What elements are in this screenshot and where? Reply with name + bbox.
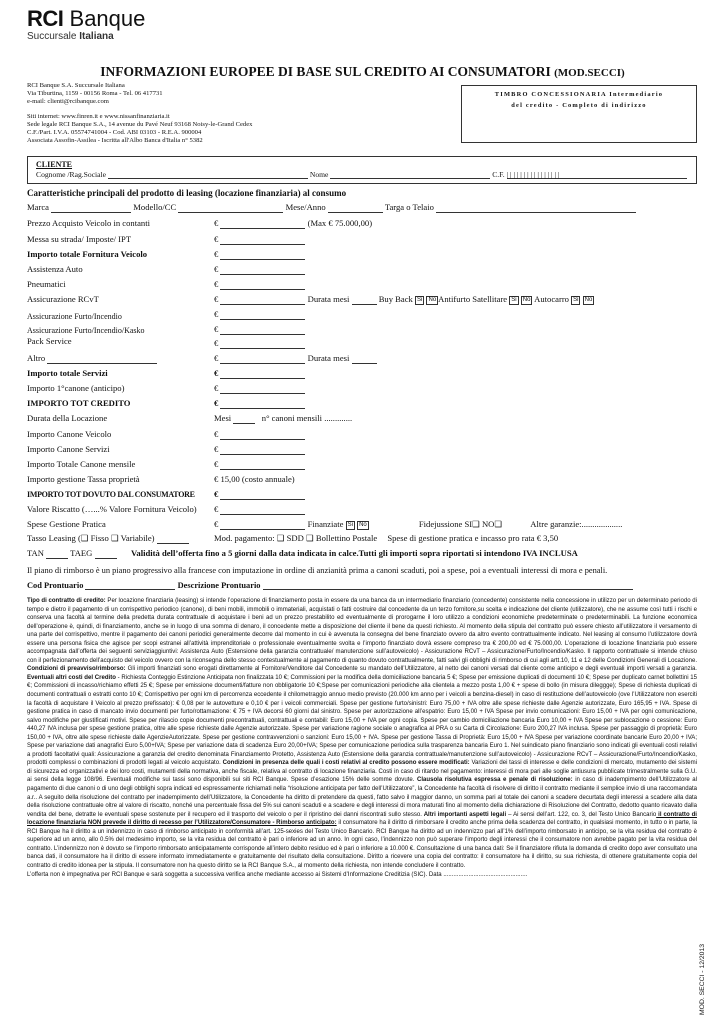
taeg-field[interactable] [95,550,117,559]
row-importo-credito: IMPORTO TOT CREDITO [27,398,131,408]
row-tasso [27,533,189,544]
pneumatici-field[interactable]: € [214,279,305,290]
gestione-tassa-value: € 15,00 (costo annuale) [214,474,295,484]
importo-servizi-field[interactable]: € [214,368,305,379]
row-altro: Altro [27,353,157,364]
durata-field: Mesi n° canoni mensili ............. [214,413,353,423]
altre-garanzie-field[interactable]: Altre garanzie:................... [530,519,623,529]
modello-field[interactable] [178,204,283,213]
row-totale-dovuto: IMPORTO TOT DOVUTO DAL CONSUMATORE [27,490,195,499]
row-importo-servizi: Importo totale Servizi [27,368,108,378]
finanziate-no-checkbox[interactable]: No [359,521,367,528]
antifurto-no-checkbox[interactable]: No [522,296,531,303]
row-furto: Assicurazione Furto/Incendio [27,312,122,321]
dealer-stamp-box[interactable]: TIMBRO CONCESSIONARIA Intermediario del credito - Completo di indirizzo [461,85,697,143]
piano-rimborso-note: Il piano di rimborso è un piano progressivo alla francese con imputazione in ordine di anzianità prima a canoni scaduti, poi a spese, poi a eventuali interessi di mora e penali. [27,566,608,575]
fidejussione-options[interactable]: Fidejussione SI❑ NO❑ [418,519,503,529]
prontuario-row: Cod Prontuario Descrizione Prontuario [27,581,633,590]
autocarro-no-checkbox[interactable]: No [584,296,593,303]
furto-field[interactable]: € [214,309,305,320]
issuer-websites: Siti internet: www.finren.it e www.nissanfinanziaria.it [27,112,170,120]
assistenza-field[interactable]: € [214,264,305,275]
antifurto-si-checkbox[interactable]: Si [511,296,517,303]
issuer-email: e-mail: clienti@rcibanque.com [27,98,109,106]
riscatto-field[interactable]: € [214,504,305,515]
buyback-no-checkbox[interactable]: No [428,296,437,303]
tasso-options[interactable]: Tasso Leasing (❑ Fisso ❑ Variabile) [27,533,155,543]
marca-field[interactable] [51,204,131,213]
form-code: MOD. SECCI - 12/2013 [699,943,706,1015]
autocarro-si-checkbox[interactable]: Si [573,296,579,303]
section-title: Caratteristiche principali del prodotto di leasing (locazione finanziaria) al consumo [27,188,347,198]
row-canone-anticipo: Importo 1°canone (anticipo) [27,383,125,393]
row-canone-totale: Importo Totale Canone mensile [27,459,136,469]
logo-brand: RCI Banque [27,6,146,31]
issuer-address: Via Tiburtina, 1159 - 00156 Roma - Tel. 06 417731 [27,90,163,98]
canone-veicolo-field[interactable]: € [214,429,305,440]
row-spese-gestione: Spese Gestione Pratica [27,519,106,529]
row-canone-veicolo: Importo Canone Veicolo [27,429,112,439]
targa-field[interactable] [436,204,636,213]
row-pneumatici: Pneumatici [27,279,66,289]
rci-banque-logo [27,8,145,42]
tan-field[interactable] [46,550,68,559]
row-riscatto: Valore Riscatto (…...% Valore Fornitura Veicolo) [27,504,197,514]
buyback-si-checkbox[interactable]: Si [416,296,423,303]
row-prezzo: Prezzo Acquisto Veicolo in contanti [27,218,150,228]
cognome-field[interactable] [108,170,308,179]
cod-prontuario-field[interactable] [85,581,175,590]
row-pack: Pack Service [27,336,72,346]
row-importo-fornitura: Importo totale Fornitura Veicolo [27,249,148,259]
client-title: CLIENTE [36,160,73,169]
canone-totale-field[interactable]: € [214,459,305,470]
issuer-info [27,82,357,145]
offerta-data-line: L’offerta non è impegnativa per RCI Banque e sarà soggetta a successiva verifica anche mediante accesso ai Sistemi d’Informazione Creditizia (SIC). Data .................................................. [27,871,528,878]
row-kasko: Assicurazione Furto/Incendio/Kasko [27,326,145,335]
spese-gestione-field: € Finanziate Si No Fidejussione SI❑ NO❑ Altre garanzie:................... [214,519,623,529]
issuer-name: RCI Banque S.A. Succursale Italiana [27,82,125,89]
altro-field: € Durata mesi [214,353,377,364]
prezzo-field[interactable]: € (Max € 75.000,00) [214,218,373,228]
descrizione-prontuario-field[interactable] [263,581,633,590]
issuer-legal-seat: Sede legale RCI Banque S.A., 14 avenue du Pavé Neuf 93168 Noisy-le-Grand Cedex [27,120,253,128]
nome-field[interactable] [330,170,490,179]
row-messa: Messa su strada/ Imposte/ IPT [27,234,132,244]
validita-note: Validità dell’offerta fino a 5 giorni dalla data indicata in calce.Tutti gli importi sopra riportati si intendono IVA INCLUSA [131,548,578,558]
canone-anticipo-field[interactable]: € [214,383,305,394]
rcvt-field: € Durata mesi Buy Back Si No Antifurto Satellitare Si No Autocarro Si No [214,294,593,304]
finanziate-si-checkbox[interactable]: Si [347,521,353,528]
pack-field[interactable]: € [214,338,305,349]
page-title: INFORMAZIONI EUROPEE DI BASE SUL CREDITO AI CONSUMATORI (MOD.SECCI) [100,64,625,79]
row-rcvt: Assicurazione RCvT [27,294,99,304]
canone-servizi-field[interactable]: € [214,444,305,455]
legal-text: Tipo di contratto di credito: Per locazione finanziaria (leasing) si intende l’operazione di finanziamento posta in essere da una banca da un intermediario finanziario (concedente) consistente nella concessione in utilizzo per un determinato periodo di tempo e dietro il pagamento di un corrispettivo periodico (canone), di beni mobili, immobili o immateriali, acquistati o fatti costruire dal concedente da un terzo fornitore,su scelta e indicazione del cliente (utilizzatore), che ne assume così tutti i rischi e conserva una facoltà al termine della predetta durata contrattuale di acquistare i beni ad un prezzo prestabilito ed eventualmente di prorogarne il loro utilizzo a condizioni economiche predeterminate o predeterminabili. La funzione economica dell’operazione è, quindi, di finanziamento, anche se in luogo di una somma di denaro, il concedente mette a disposizione del cliente il bene da questi richiesto. Al momento della stipula del contratto può essere chiesto all’utilizzatore il versamento di una parte del corrispettivo, mentre il pagamento dei canoni periodici generalmente decorre dal momento in cui è avvenuta la consegna del bene finanziato ovvero da altro evento contrattualmente indicato. Nel leasing al consumo l’utilizzatore dovrà essere una persona fisica che agisce per scopi estranei all’attività imprenditoriale o professionale eventualmente svolta e l’importo finanziato dovrà essere compreso tra € 200,00 ed € 75.000,00. L’operazione di locazione finanziaria può essere accompagnata dall’offerta dei seguenti serviziaggiuntivi: Assistenza Auto (Estensione della garanzia contrattuale/ manutenzione sull’autoveicolo) - Assicurazione RCvT – Assicurazione/Furto/Incendio/Kasko. Il rapporto contrattuale si intende chiuso con il perfezionamento dell’acquisto del veicolo ovvero con la riconsegna dello stesso contestualmente al pagamento di quanto dovuto contrattualmente, fatti salvi gli obblighi di rimborso di cui agli artt.10, 11 e 12 delle Condizioni Generali di Locazione. Condizioni di preavviso/rimborso: Gli importi finanziati sono erogati direttamente al Fornitore/Venditore dal Concedente su mandato dell’Utilizzatore, al netto dei canoni versati dal cliente come anticipo e degli eventuali importi versati a garanzia. Eventuali altri costi del Credito - Richiesta Conteggio Estinzione Anticipata non finalizzata 10 €; Commissioni per la modifica della domiciliazione bancaria 5 €; Spese per emissione duplicati di documenti 10 €; Spese per duplicato carnet bollettini 15 €; Commissioni di incasso/richiamo effetti 25 €; Spese per emissione documenti/fatture non obbligatorie 10 €;Spese per comunicazioni periodiche alla clientela a mezzo posta 1,00 € + spese di bollo (in misura dileggge); Spese di richiesta duplicati di documenti contrattuali o estratti conto 10 €; Corrispettivo per ogni km di percorrenza eccedente il chilometraggio annuo medio previsto (20.000 km anno per i veicoli a benzina-diesel) in caso di restituzione dell’autoveicolo (ove l’Utilizzatore non eserciti la facoltà di acquistare il Veicolo al prezzo prefissato): € 0,08 per le autovetture e 0,10 € per i veicoli commerciali. Spese per gestione furto/sinistri: Euro 75,00 + IVA oltre alle spese richieste dalle Agenzie autorizzate, Euro 165,95 + IVA. Spese di gestione pratica in caso di mancato invio documenti per furto/rottamazione: € 75 + IVA decorsi 60 giorni dal sinistro. Spese per autorizzazione all’espatrio: Euro 15,00 + IVA Spese per invio comunicazioni: Euro 15,00 + IVA per ogni comunicazione, salvo modifiche per giustificati motivi. Spese per rilascio copie documenti precontrattuali, contrattuali e contabili: Euro 15,00 + IVA per ogni copia. Spese per cambio domiciliazione bancaria Euro 10,00 + IVA Spese per sublocazione o cessione: Euro 440,27 IVA inclusa per spese gestione pratica, oltre alle spese richieste dalle Agenzie autorizzate. Spese per variazione ragione sociale o anagrafica al PRA o su Carta di Circolazione: Euro 200,27 IVA inclusa. Spese per passaggio di proprietà: Euro 150,00 + IVA, oltre alle spese richieste dalle AgenzieAutorizzate. Spese per gestione contravvenzioni o sanzioni: Euro 15,00 + IVA. Spese per gestione Tassa di Proprietà: Euro 15,00 + IVA Spese per variazione coordinate bancarie Euro 20,00 + IVA; Spese per variazione dati anagrafici Euro 5,00+IVA; Spese per variazione data di scadenza Euro 20,00+IVA; Spese per comunicazione periodica sulla trasparenza bancaria Euro 1. Nel suindicato piano finanziario sono indicati gli eventuali costi relativi a prodotti facoltativi quali: Assicurazione a garanzia del credito denominata Finanziamento Protetto, Assistenza Auto (Estensione della garanzia contrattuale/manutenzione sull’autoveicolo) - Assicurazione RCvT – Assicurazione/Furto/Incendio/Kasko, prodotti complessi o combinazioni di prodotti legati al veicolo acquistato. Condizioni in presenza delle quali i costi relativi al credito possono essere modificati: Variazioni dei tassi di interesse e delle condizioni di mercato, mutamento dei sistemi di sicurezza ed organizzativi e dei loro costi, mutamenti della normativa, anche fiscale, relativa al contratto di locazione finanziaria. Costi in caso di ritardo nel pagamento: interessi di mora pari alle soglie antiusura pubblicate trimestralmente sulla G.U. ai sensi della legge 108/96. Eventuali modifiche sui tassi sono disponibili sui siti RCI Banque. Spese d’esazione 15% delle somme dovute. Clausola risolutiva espressa e penale di risoluzione: in caso di inadempimento dell’Utilizzatore al pagamento di due canoni o di uno degli obblighi sopra indicati ed espressamente richiamati nella “risoluzione anticipata per fatto dell’Utilizzatore”, la Concedente ha facoltà di risolvere di diritto il contratto mediante il semplice invio di una raccomandata a.r.. A seguito della risoluzione del contratto per inadempimento dell’Utilizzatore, la Concedente ha diritto di pretendere da questi, fatto salvo il maggior danno, un somma pari al totale dei canoni a scadere decurtata degli interessi a scadere alla data della risoluzione contrattuale oltre al valore di riscatto, nonché una percentuale fissa del 5% sui canoni scaduti e a scadere e degli interessi di mora maturati fino al momento della dichiarazione di Risoluzione del Contratto, dedotto quanto ricavato dalla vendita del bene, detratte le eventuali spese sostenute per il recupero ed il trasporto del veicolo o per il ripristino dei danni riscontrati sullo stesso. Altri importanti aspetti legali – Ai sensi dell’art. 122, co. 3, del Testo Unico Bancario il contratto di locazione finanziaria NON prevede il diritto di recesso per l’Utilizzatore/Consumatore - Rimborso anticipato: il consumatore ha il diritto di rimborsare il credito anche prima della scadenza del contratto, in qualsiasi momento, in tutto o in parte, la RCI Banque ha il diritto a un indennizzo in caso di rimborso anticipato in conformità all’art. 125-sexies del Testo Unico Bancario. RCI Banque ha diritto ad un indennizzo pari all’1% dell’importo rimborsato in anticipo, se la vita residua del contratto è superiore ad un anno, allo 0.5% del medesimo importo, se la vita residua del contratto è pari o inferiore ad un anno. In ogni caso, l’indennizzo non può superare l’importo degli interessi che il consumatore non avrebbe pagato per la vita residua del contratto. L’indennizzo non è dovuto se l’importo rimborsato anticipatamente corrisponde all’intero debito residuo ed è pari o inferiore a 10.000 €. Consultazione di una banca dati: Se il finanziatore rifiuta la domanda di credito dopo aver consultato una banca dati, il consumatore ha il diritto di essere informato immediatamente e gratuitamente del risultato della consultazione. Diritto a ricevere una copia del contratto: il consumatore ha il diritto, su sua richiesta, di ottenere gratuitamente copia del contratto di credito idonea per la stipula. Il consumatore non ha questo diritto se la RCI Banque S.A., al momento della richiesta, non intende concludere il contratto. L’offerta non è impegnativa per RCI Banque e sarà soggetta a successiva verifica anche mediante accesso ai Sistemi d’Informazione Creditizia (SIC). Data .................................................. [27,598,698,878]
bollettino-option[interactable]: ❑ Bollettino Postale [305,533,378,543]
pagamento-row: Mod. pagamento: ❑ SDD ❑ Bollettino Postale Spese di gestione pratica e incasso pro rata € 3,50 [214,533,559,543]
issuer-tax-codes: C.F./Part. I.V.A. 05574741004 - Cod. ABI 03103 - R.E.A. 900004 [27,129,202,137]
logo-subtitle: Succursale Italiana [27,31,114,42]
row-assistenza: Assistenza Auto [27,264,83,274]
messa-field[interactable]: € [214,234,305,245]
importo-fornitura-field[interactable]: € [214,249,305,260]
row-tan-taeg: TAN TAEG [27,548,117,559]
issuer-association: Associata Assofin-Assilea - Iscritta all'Albo Banca d'Italia n° 5382 [27,137,203,145]
cf-field[interactable]: | | | | | | | | | | | | | | | | [507,170,687,179]
sdd-option[interactable]: ❑ SDD [276,533,304,543]
importo-credito-field[interactable]: € [214,398,305,409]
row-canone-servizi: Importo Canone Servizi [27,444,110,454]
row-durata: Durata della Locazione [27,413,108,423]
totale-dovuto-field[interactable]: € [214,489,305,500]
vehicle-row: Marca Modello/CC Mese/Anno Targa o Telaio [27,202,636,213]
row-gestione-tassa: Importo gestione Tassa proprietà [27,474,140,484]
mese-anno-field[interactable] [328,204,383,213]
client-section [27,156,697,184]
kasko-field[interactable]: € [214,324,305,335]
client-fields: Cognome /Rag.Sociale Nome C.F. | | | | | | | | | | | | | | | | [36,170,687,179]
